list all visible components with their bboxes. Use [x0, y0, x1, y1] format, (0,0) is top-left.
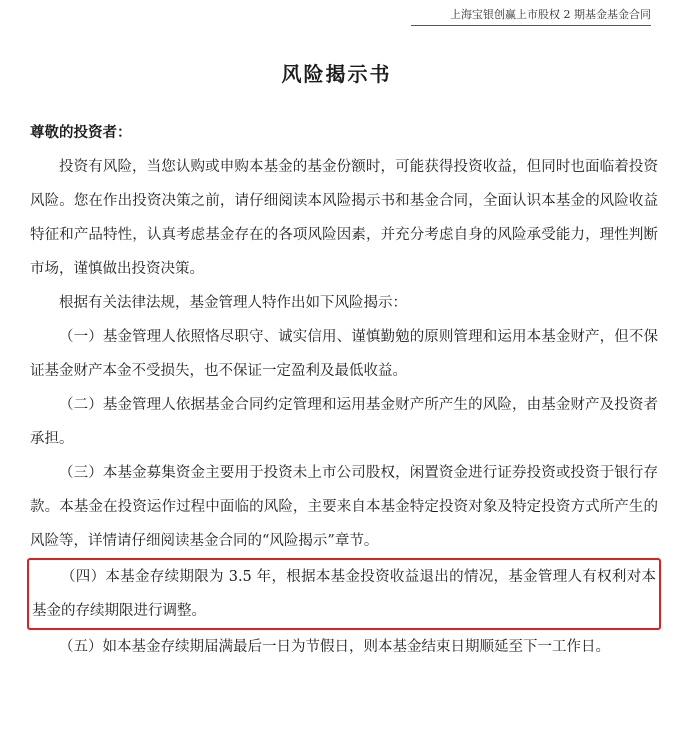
highlight-box [27, 558, 661, 630]
risk-item-3: （三）本基金募集资金主要用于投资未上市公司股权，闲置资金进行证券投资或投资于银行存款。本基金在投资运作过程中面临的风险，主要来自本基金特定投资对象及特定投资方式所产生的风险等，详情请仔细阅读基金合同的“风险揭示”章节。 [30, 465, 658, 549]
intro-paragraph: 投资有风险，当您认购或申购本基金的基金份额时，可能获得投资收益，但同时也面临着投资风险。您在作出投资决策之前，请仔细阅读本风险揭示书和基金合同，全面认识本基金的风险收益特征和产品特性，认真考虑基金存在的各项风险因素，并充分考虑自身的风险承受能力，理性判断市场，谨慎做出投资决策。 [30, 159, 658, 277]
risk-item-2: （二）基金管理人依据基金合同约定管理和运用基金财产所产生的风险，由基金财产及投资者承担。 [30, 397, 658, 447]
document-body [30, 116, 658, 664]
risk-item-5: （五）如本基金存续期届满最后一日为节假日，则本基金结束日期顺延至下一工作日。 [59, 639, 610, 655]
risk-item-1: （一）基金管理人依照恪尽职守、诚实信用、谨慎勤勉的原则管理和运用本基金财产，但不保证基金财产本金不受损失，也不保证一定盈利及最低收益。 [30, 329, 658, 379]
salutation: 尊敬的投资者： [30, 124, 132, 141]
document-title: 风险揭示书 [281, 62, 392, 86]
document-header: 上海宝银创赢上市股权 2 期基金基金合同 [411, 6, 651, 26]
risk-item-4: （四）本基金存续期限为 3.5 年，根据本基金投资收益退出的情况，基金管理人有权利对本基金的存续期限进行调整。 [32, 569, 656, 619]
lead-paragraph: 根据有关法律法规，基金管理人特作出如下风险揭示： [59, 295, 407, 311]
